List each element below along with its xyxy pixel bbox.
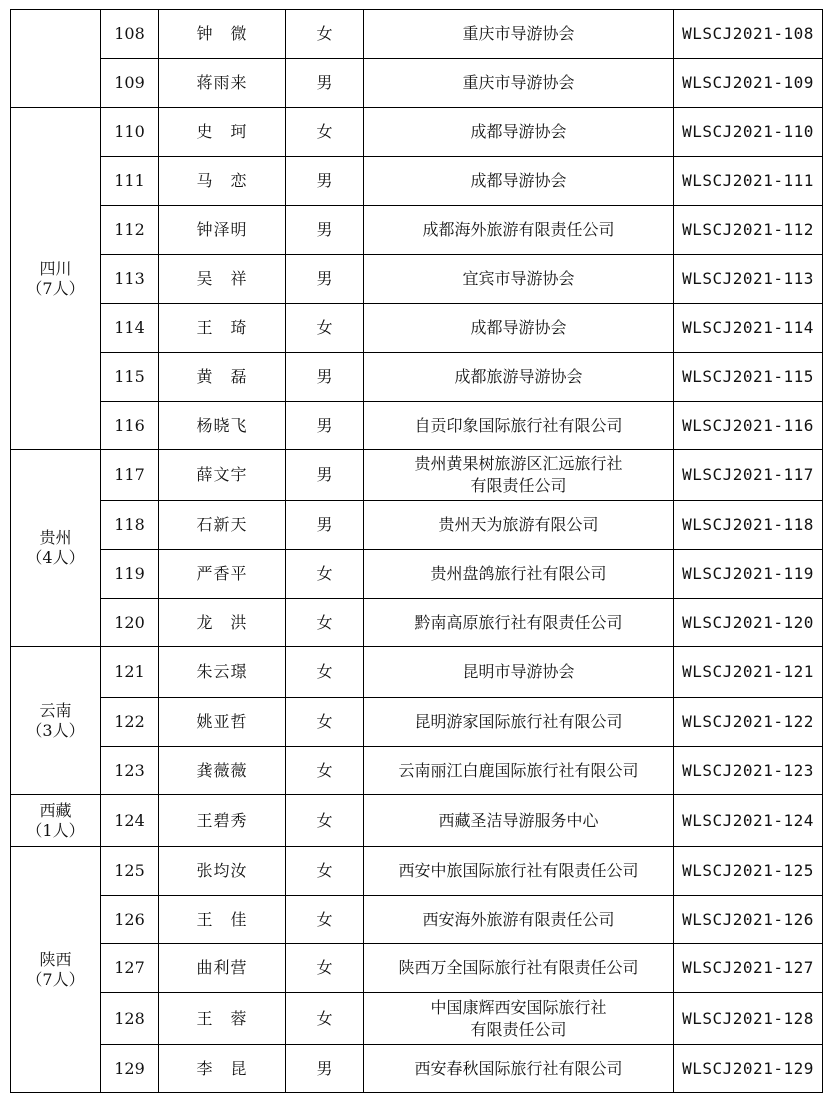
table-row xyxy=(11,896,823,944)
certificate-code: WLSCJ2021-124 xyxy=(674,795,823,847)
region-cell xyxy=(11,847,101,1093)
organization xyxy=(364,795,674,847)
entry-number: 117 xyxy=(101,450,159,501)
organization-line: 成都旅游导游协会 xyxy=(454,367,583,386)
table-row xyxy=(11,206,823,255)
entry-number: 108 xyxy=(101,10,159,59)
entry-number: 120 xyxy=(101,599,159,647)
certificate-code: WLSCJ2021-117 xyxy=(674,450,823,501)
person-name: 王 佳 xyxy=(159,896,286,944)
organization xyxy=(364,206,674,255)
certificate-code: WLSCJ2021-127 xyxy=(674,944,823,993)
entry-number: 124 xyxy=(101,795,159,847)
organization xyxy=(364,501,674,550)
person-name: 黄 磊 xyxy=(159,353,286,402)
certificate-code: WLSCJ2021-110 xyxy=(674,108,823,157)
person-name: 朱云璟 xyxy=(159,647,286,698)
certificate-code: WLSCJ2021-123 xyxy=(674,747,823,795)
table-row xyxy=(11,795,823,847)
organization xyxy=(364,944,674,993)
organization xyxy=(364,550,674,599)
organization xyxy=(364,10,674,59)
entry-number: 112 xyxy=(101,206,159,255)
region-cell xyxy=(11,10,101,108)
gender: 男 xyxy=(286,353,364,402)
organization-line: 有限责任公司 xyxy=(470,1019,567,1039)
organization-line: 昆明游家国际旅行社有限公司 xyxy=(414,712,623,731)
table-row xyxy=(11,501,823,550)
table-row xyxy=(11,304,823,353)
table-row xyxy=(11,847,823,896)
roster-table xyxy=(10,9,823,1093)
entry-number: 128 xyxy=(101,993,159,1045)
organization-line: 陕西万全国际旅行社有限责任公司 xyxy=(398,958,639,977)
organization-line: 成都导游协会 xyxy=(470,318,567,337)
person-name: 王 蓉 xyxy=(159,993,286,1045)
organization-line: 成都导游协会 xyxy=(470,122,567,141)
organization xyxy=(364,255,674,304)
certificate-code: WLSCJ2021-116 xyxy=(674,402,823,450)
organization-line: 成都海外旅游有限责任公司 xyxy=(422,220,615,239)
organization xyxy=(364,896,674,944)
certificate-code: WLSCJ2021-112 xyxy=(674,206,823,255)
gender: 男 xyxy=(286,206,364,255)
table-row xyxy=(11,747,823,795)
organization-line: 贵州盘鸽旅行社有限公司 xyxy=(430,564,607,583)
entry-number: 111 xyxy=(101,157,159,206)
organization-line: 宜宾市导游协会 xyxy=(462,269,575,288)
person-name: 王 琦 xyxy=(159,304,286,353)
organization xyxy=(364,993,674,1045)
certificate-code: WLSCJ2021-115 xyxy=(674,353,823,402)
organization-line: 西安中旅国际旅行社有限责任公司 xyxy=(398,861,639,880)
table-row xyxy=(11,698,823,747)
organization xyxy=(364,847,674,896)
organization-line: 有限责任公司 xyxy=(470,476,567,495)
organization xyxy=(364,108,674,157)
person-name: 杨晓飞 xyxy=(159,402,286,450)
region-count: （4人） xyxy=(26,548,85,567)
gender: 女 xyxy=(286,304,364,353)
organization-line: 成都导游协会 xyxy=(470,171,567,190)
certificate-code: WLSCJ2021-129 xyxy=(674,1045,823,1093)
organization-line: 重庆市导游协会 xyxy=(462,73,575,92)
region-name: 云南 xyxy=(39,700,72,720)
person-name: 钟泽明 xyxy=(159,206,286,255)
table-row xyxy=(11,108,823,157)
region-count: （1人） xyxy=(26,820,85,840)
organization-line: 贵州天为旅游有限公司 xyxy=(438,515,599,534)
organization xyxy=(364,1045,674,1093)
gender: 女 xyxy=(286,847,364,896)
organization xyxy=(364,747,674,795)
person-name: 李 昆 xyxy=(159,1045,286,1093)
entry-number: 116 xyxy=(101,402,159,450)
person-name: 曲利营 xyxy=(159,944,286,993)
person-name: 王碧秀 xyxy=(159,795,286,847)
certificate-code: WLSCJ2021-109 xyxy=(674,59,823,108)
person-name: 薛文宇 xyxy=(159,450,286,501)
gender: 女 xyxy=(286,599,364,647)
region-cell xyxy=(11,450,101,647)
organization xyxy=(364,647,674,698)
entry-number: 121 xyxy=(101,647,159,698)
gender: 男 xyxy=(286,157,364,206)
table-row xyxy=(11,10,823,59)
table-row xyxy=(11,1045,823,1093)
gender: 男 xyxy=(286,1045,364,1093)
region-name: 四川 xyxy=(39,258,72,278)
entry-number: 127 xyxy=(101,944,159,993)
table-row xyxy=(11,647,823,698)
table-row xyxy=(11,450,823,501)
table-row xyxy=(11,550,823,599)
certificate-code: WLSCJ2021-121 xyxy=(674,647,823,698)
table-row xyxy=(11,353,823,402)
person-name: 钟 微 xyxy=(159,10,286,59)
gender: 女 xyxy=(286,896,364,944)
entry-number: 122 xyxy=(101,698,159,747)
certificate-code: WLSCJ2021-118 xyxy=(674,501,823,550)
gender: 女 xyxy=(286,10,364,59)
certificate-code: WLSCJ2021-113 xyxy=(674,255,823,304)
gender: 女 xyxy=(286,550,364,599)
certificate-code: WLSCJ2021-120 xyxy=(674,599,823,647)
entry-number: 129 xyxy=(101,1045,159,1093)
organization-line: 贵州黄果树旅游区汇远旅行社 xyxy=(414,454,623,473)
gender: 女 xyxy=(286,993,364,1045)
entry-number: 115 xyxy=(101,353,159,402)
person-name: 马 恋 xyxy=(159,157,286,206)
organization xyxy=(364,59,674,108)
organization xyxy=(364,402,674,450)
person-name: 龙 洪 xyxy=(159,599,286,647)
certificate-code: WLSCJ2021-128 xyxy=(674,993,823,1045)
gender: 女 xyxy=(286,944,364,993)
person-name: 吴 祥 xyxy=(159,255,286,304)
gender: 男 xyxy=(286,501,364,550)
region-count: （7人） xyxy=(26,278,85,298)
organization-line: 西安海外旅游有限责任公司 xyxy=(422,909,615,929)
certificate-code: WLSCJ2021-108 xyxy=(674,10,823,59)
gender: 男 xyxy=(286,255,364,304)
entry-number: 123 xyxy=(101,747,159,795)
gender: 女 xyxy=(286,108,364,157)
organization xyxy=(364,599,674,647)
table-row xyxy=(11,402,823,450)
roster-body xyxy=(11,10,823,1093)
organization-line: 中国康辉西安国际旅行社 xyxy=(430,997,607,1017)
gender: 女 xyxy=(286,747,364,795)
table-row xyxy=(11,944,823,993)
entry-number: 126 xyxy=(101,896,159,944)
organization xyxy=(364,353,674,402)
table-row xyxy=(11,59,823,108)
entry-number: 113 xyxy=(101,255,159,304)
region-name: 西藏 xyxy=(39,800,72,820)
gender: 男 xyxy=(286,59,364,108)
region-cell xyxy=(11,108,101,450)
organization-line: 黔南高原旅行社有限责任公司 xyxy=(414,612,623,632)
gender: 女 xyxy=(286,698,364,747)
certificate-code: WLSCJ2021-122 xyxy=(674,698,823,747)
organization-line: 云南丽江白鹿国际旅行社有限公司 xyxy=(398,760,639,780)
organization xyxy=(364,157,674,206)
entry-number: 114 xyxy=(101,304,159,353)
certificate-code: WLSCJ2021-114 xyxy=(674,304,823,353)
region-cell xyxy=(11,647,101,795)
gender: 男 xyxy=(286,402,364,450)
certificate-code: WLSCJ2021-126 xyxy=(674,896,823,944)
organization-line: 重庆市导游协会 xyxy=(462,24,575,43)
region-cell xyxy=(11,795,101,847)
person-name: 姚亚哲 xyxy=(159,698,286,747)
organization xyxy=(364,698,674,747)
gender: 女 xyxy=(286,647,364,698)
organization xyxy=(364,304,674,353)
certificate-code: WLSCJ2021-125 xyxy=(674,847,823,896)
gender: 男 xyxy=(286,450,364,501)
region-count: （3人） xyxy=(26,720,85,740)
person-name: 石新天 xyxy=(159,501,286,550)
table-row xyxy=(11,599,823,647)
person-name: 严香平 xyxy=(159,550,286,599)
entry-number: 118 xyxy=(101,501,159,550)
organization-line: 西安春秋国际旅行社有限公司 xyxy=(414,1058,623,1078)
organization-line: 西藏圣洁导游服务中心 xyxy=(438,810,599,830)
table-row xyxy=(11,157,823,206)
gender: 女 xyxy=(286,795,364,847)
entry-number: 110 xyxy=(101,108,159,157)
entry-number: 125 xyxy=(101,847,159,896)
organization-line: 昆明市导游协会 xyxy=(462,662,575,681)
person-name: 张均汝 xyxy=(159,847,286,896)
person-name: 龚薇薇 xyxy=(159,747,286,795)
table-row xyxy=(11,993,823,1045)
region-count: （7人） xyxy=(26,969,85,989)
table-row xyxy=(11,255,823,304)
person-name: 史 珂 xyxy=(159,108,286,157)
entry-number: 109 xyxy=(101,59,159,108)
region-name: 陕西 xyxy=(39,949,72,969)
person-name: 蒋雨来 xyxy=(159,59,286,108)
certificate-code: WLSCJ2021-119 xyxy=(674,550,823,599)
organization-line: 自贡印象国际旅行社有限公司 xyxy=(414,415,623,435)
entry-number: 119 xyxy=(101,550,159,599)
region-name: 贵州 xyxy=(39,528,72,547)
organization xyxy=(364,450,674,501)
certificate-code: WLSCJ2021-111 xyxy=(674,157,823,206)
